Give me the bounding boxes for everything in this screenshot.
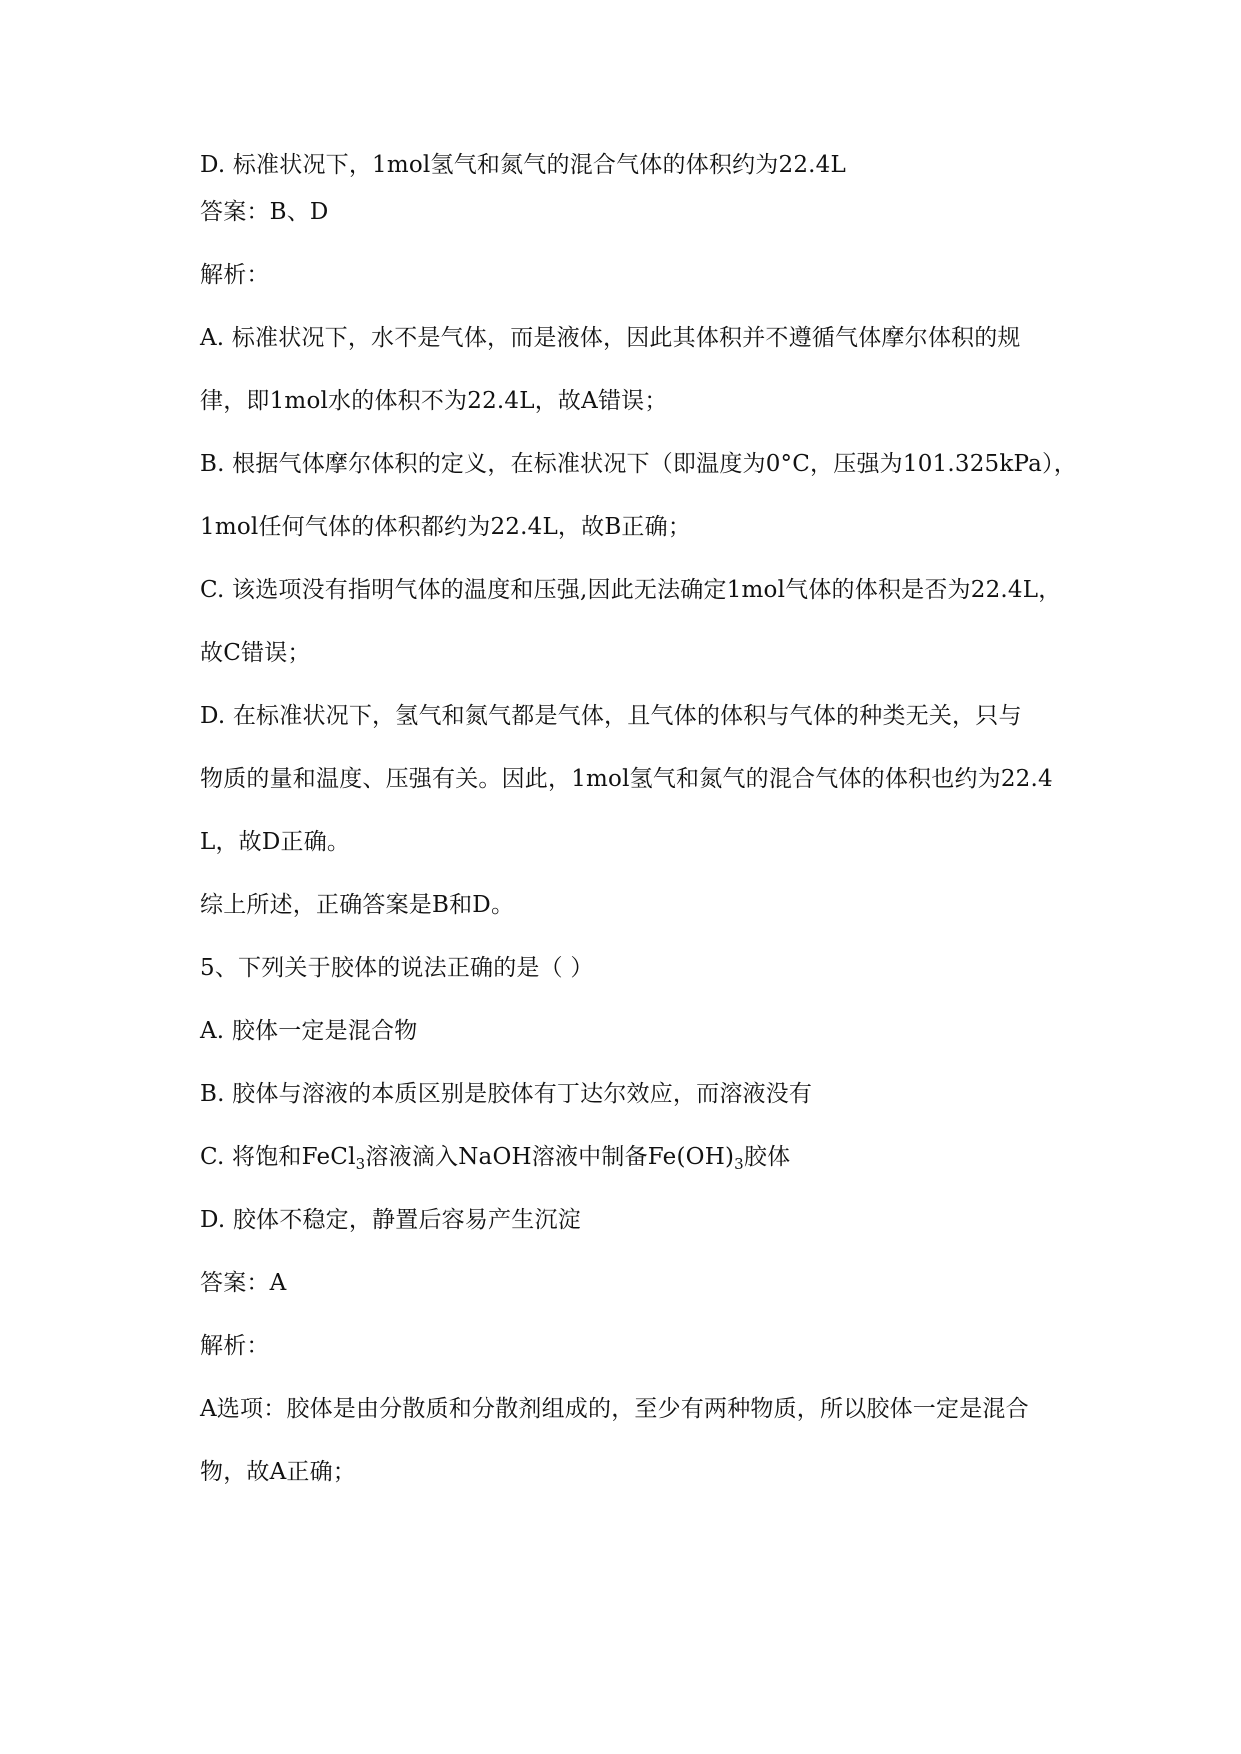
analysis-d-line2: 物质的量和温度、压强有关。因此，1mol氢气和氮气的混合气体的体积也约为22.4 (200, 766, 1053, 792)
analysis-c-line2: 故C错误； (200, 640, 311, 666)
analysis-b-line1: B. 根据气体摩尔体积的定义，在标准状况下（即温度为0°C，压强为101.325kPa）， (200, 451, 1077, 477)
analysis-c-line1: C. 该选项没有指明气体的温度和压强,因此无法确定1mol气体的体积是否为22.4L， (200, 577, 1062, 603)
question5-option-a: A. 胶体一定是混合物 (200, 1018, 418, 1044)
analysis-d-line1: D. 在标准状况下，氢气和氮气都是气体，且气体的体积与气体的种类无关，只与 (200, 703, 1022, 729)
option-c-middle: 溶液滴入NaOH溶液中制备Fe(OH) (365, 1144, 735, 1170)
analysis2-a-line1: A选项：胶体是由分散质和分散剂组成的，至少有两种物质，所以胶体一定是混合 (200, 1396, 1029, 1422)
question5-option-d: D. 胶体不稳定，静置后容易产生沉淀 (200, 1207, 581, 1233)
option-c-prefix: C. 将饱和FeCl (200, 1144, 356, 1170)
option-c-subscript-1: 3 (355, 1155, 366, 1173)
question5-stem: 5、下列关于胶体的说法正确的是（ ） (200, 955, 594, 981)
option-c-suffix: 胶体 (743, 1144, 791, 1170)
question5-option-b: B. 胶体与溶液的本质区别是胶体有丁达尔效应，而溶液没有 (200, 1081, 813, 1107)
analysis2-a-line2: 物，故A正确； (200, 1459, 357, 1485)
answer-label: 答案：B、D (200, 199, 329, 225)
analysis-a-line2: 律，即1mol水的体积不为22.4L，故A错误； (200, 388, 668, 414)
question5-option-c (200, 1142, 790, 1173)
analysis-label: 解析： (200, 262, 270, 288)
analysis-label-2: 解析： (200, 1333, 270, 1359)
analysis-a-line1: A. 标准状况下，水不是气体，而是液体，因此其体积并不遵循气体摩尔体积的规 (200, 325, 1021, 351)
option-c-subscript-2: 3 (734, 1155, 744, 1173)
analysis-d-line3: L，故D正确。 (200, 829, 351, 855)
answer-label-2: 答案：A (200, 1270, 287, 1296)
question4-option-d: D. 标准状况下，1mol氢气和氮气的混合气体的体积约为22.4L (200, 152, 846, 178)
conclusion: 综上所述，正确答案是B和D。 (200, 892, 515, 918)
analysis-b-line2: 1mol任何气体的体积都约为22.4L，故B正确； (200, 514, 692, 540)
